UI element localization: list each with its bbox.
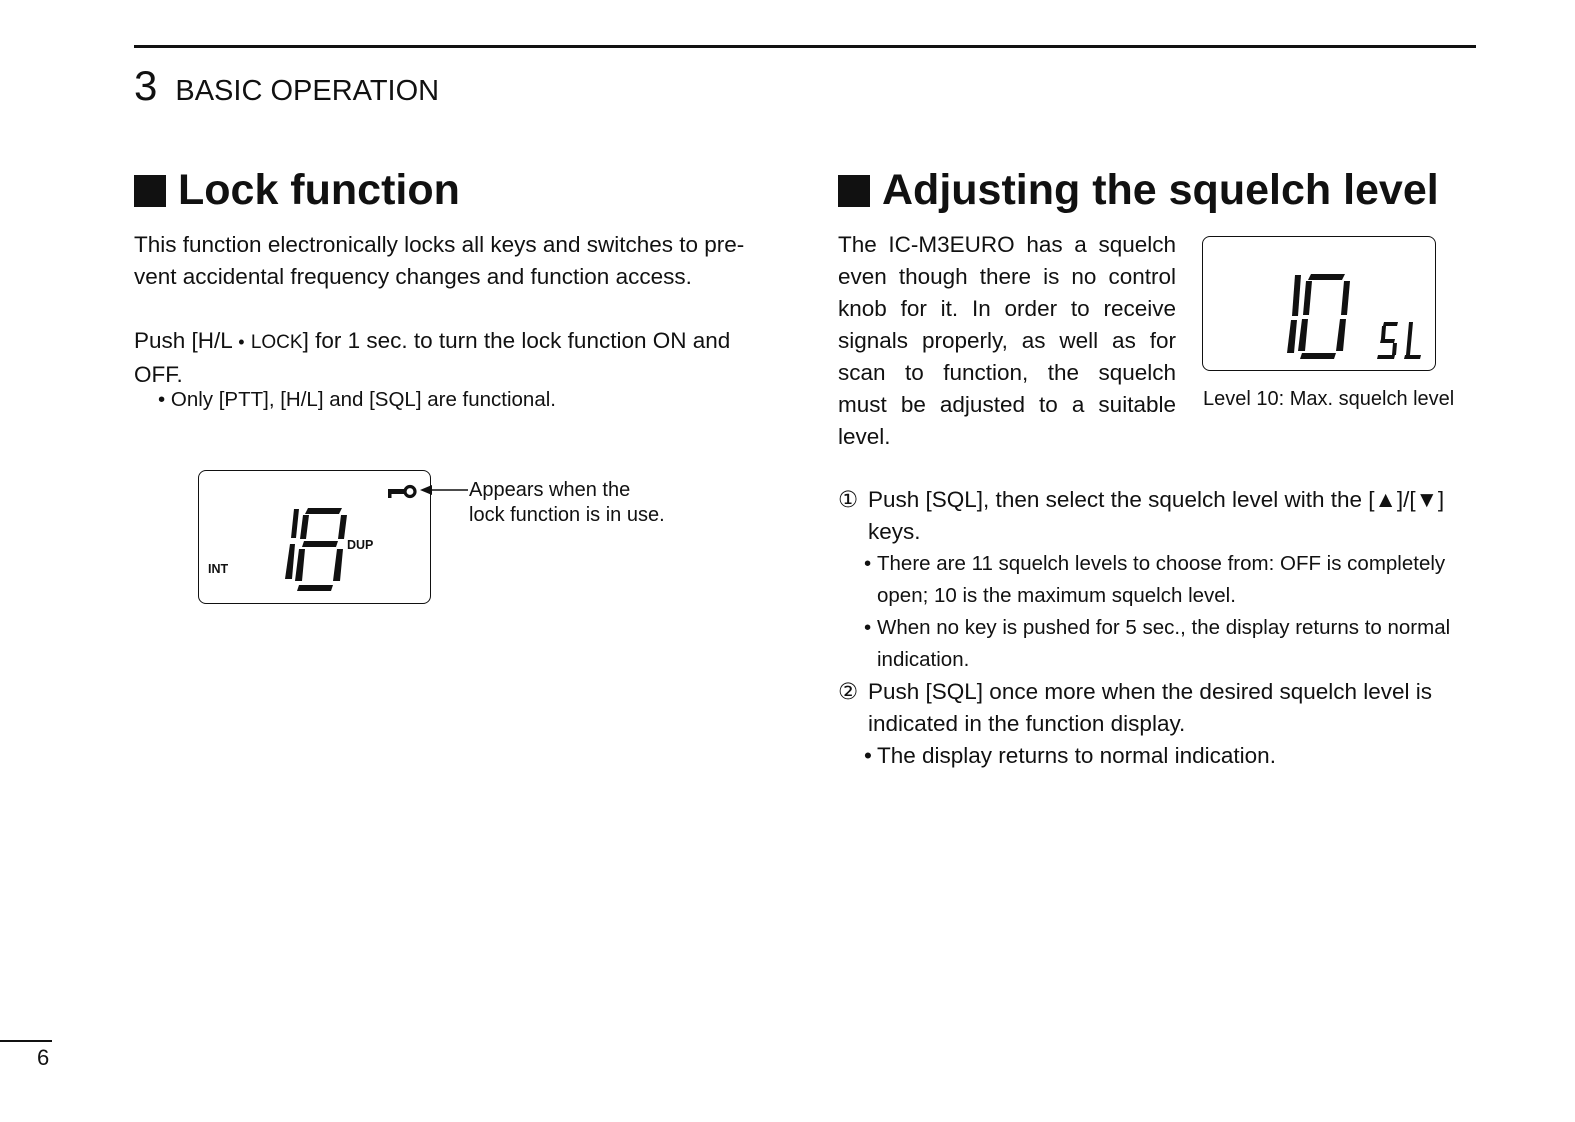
lock-lcd-display bbox=[198, 470, 431, 604]
note-text: indication. bbox=[877, 648, 970, 671]
lock-instruction-line: OFF. bbox=[134, 362, 183, 387]
squelch-intro-line: level. bbox=[838, 424, 891, 449]
key-icon bbox=[388, 487, 415, 499]
step-text: Push [SQL], then select the squelch level with the [▲]/[▼] bbox=[868, 487, 1445, 512]
up-arrow-icon: ▲ bbox=[1374, 487, 1397, 512]
squelch-intro bbox=[838, 229, 1176, 453]
down-arrow-icon: ▼ bbox=[1415, 487, 1438, 512]
squelch-section-title: Adjusting the squelch level bbox=[882, 166, 1439, 214]
squelch-intro-line: even though there is no control bbox=[838, 264, 1176, 289]
seven-seg-digits bbox=[285, 508, 347, 591]
instruction-text: ] for 1 sec. to turn the lock function ON and bbox=[302, 328, 731, 353]
callout-line: lock function is in use. bbox=[469, 504, 665, 526]
step-number: ① bbox=[838, 487, 859, 512]
int-indicator: INT bbox=[208, 562, 229, 576]
step-number: ② bbox=[838, 679, 859, 704]
note-text: When no key is pushed for 5 sec., the display returns to normal bbox=[877, 616, 1451, 639]
callout-arrow bbox=[418, 480, 470, 500]
lock-key-label: LOCK bbox=[250, 332, 303, 353]
seven-seg-digits bbox=[1287, 274, 1350, 359]
squelch-intro-line: signals properly, as well as for bbox=[838, 328, 1176, 353]
step-text: indicated in the function display. bbox=[868, 711, 1186, 736]
heading-square-icon bbox=[134, 175, 166, 207]
note-text: open; 10 is the maximum squelch level. bbox=[877, 584, 1236, 607]
lock-lcd-graphic bbox=[199, 471, 430, 603]
squelch-steps bbox=[838, 484, 1478, 772]
sl-indicator-segments bbox=[1377, 322, 1421, 359]
note-text: The display returns to normal indication. bbox=[877, 743, 1276, 768]
instruction-text: Push [H/L bbox=[134, 328, 232, 353]
lock-description-line: vent accidental frequency changes and function access. bbox=[134, 264, 692, 289]
step-text: keys. bbox=[868, 519, 921, 544]
chapter-number: 3 bbox=[134, 62, 158, 109]
header-rule bbox=[134, 45, 1476, 48]
step-2-note bbox=[838, 740, 1478, 772]
lock-description bbox=[134, 229, 784, 293]
step-2 bbox=[838, 676, 1478, 708]
step-1-note bbox=[838, 548, 1478, 580]
step-2-continued bbox=[838, 708, 1478, 740]
lock-instruction bbox=[134, 325, 784, 391]
step-1-continued bbox=[838, 516, 1478, 548]
squelch-intro-line: The IC-M3EURO has a squelch bbox=[838, 232, 1176, 257]
callout-line: Appears when the bbox=[469, 479, 631, 501]
squelch-lcd-display bbox=[1202, 236, 1436, 371]
bullet: • bbox=[864, 616, 872, 639]
footer-rule bbox=[0, 1040, 52, 1042]
bullet-separator: • bbox=[238, 332, 245, 352]
squelch-display-caption: Level 10: Max. squelch level bbox=[1203, 388, 1455, 410]
page-number: 6 bbox=[37, 1045, 50, 1070]
squelch-lcd-graphic bbox=[1203, 237, 1435, 370]
step-1-note-continued bbox=[838, 644, 1478, 676]
bullet: • bbox=[864, 552, 872, 575]
step-1-note-continued bbox=[838, 580, 1478, 612]
lock-bullet: • Only [PTT], [H/L] and [SQL] are functional. bbox=[158, 388, 556, 411]
lock-instruction-line bbox=[134, 325, 784, 359]
note-text: There are 11 squelch levels to choose from: OFF is completely bbox=[877, 552, 1446, 575]
step-1-note bbox=[838, 612, 1478, 644]
step-1 bbox=[838, 484, 1478, 516]
heading-square-icon bbox=[838, 175, 870, 207]
lock-section-heading bbox=[134, 166, 460, 215]
dup-indicator: DUP bbox=[347, 538, 374, 552]
step-text: Push [SQL] once more when the desired squelch level is bbox=[868, 679, 1433, 704]
lock-section-title: Lock function bbox=[178, 166, 460, 214]
lock-description-line: This function electronically locks all keys and switches to pre- bbox=[134, 232, 745, 257]
lock-callout bbox=[469, 478, 665, 528]
chapter-header bbox=[134, 62, 439, 110]
squelch-section-heading bbox=[838, 166, 1439, 215]
chapter-title: BASIC OPERATION bbox=[175, 75, 440, 107]
bullet: • bbox=[864, 743, 872, 768]
squelch-intro-line: knob for it. In order to receive bbox=[838, 296, 1176, 321]
squelch-intro-line: must be adjusted to a suitable bbox=[838, 392, 1176, 417]
squelch-intro-line: scan to function, the squelch bbox=[838, 360, 1176, 385]
